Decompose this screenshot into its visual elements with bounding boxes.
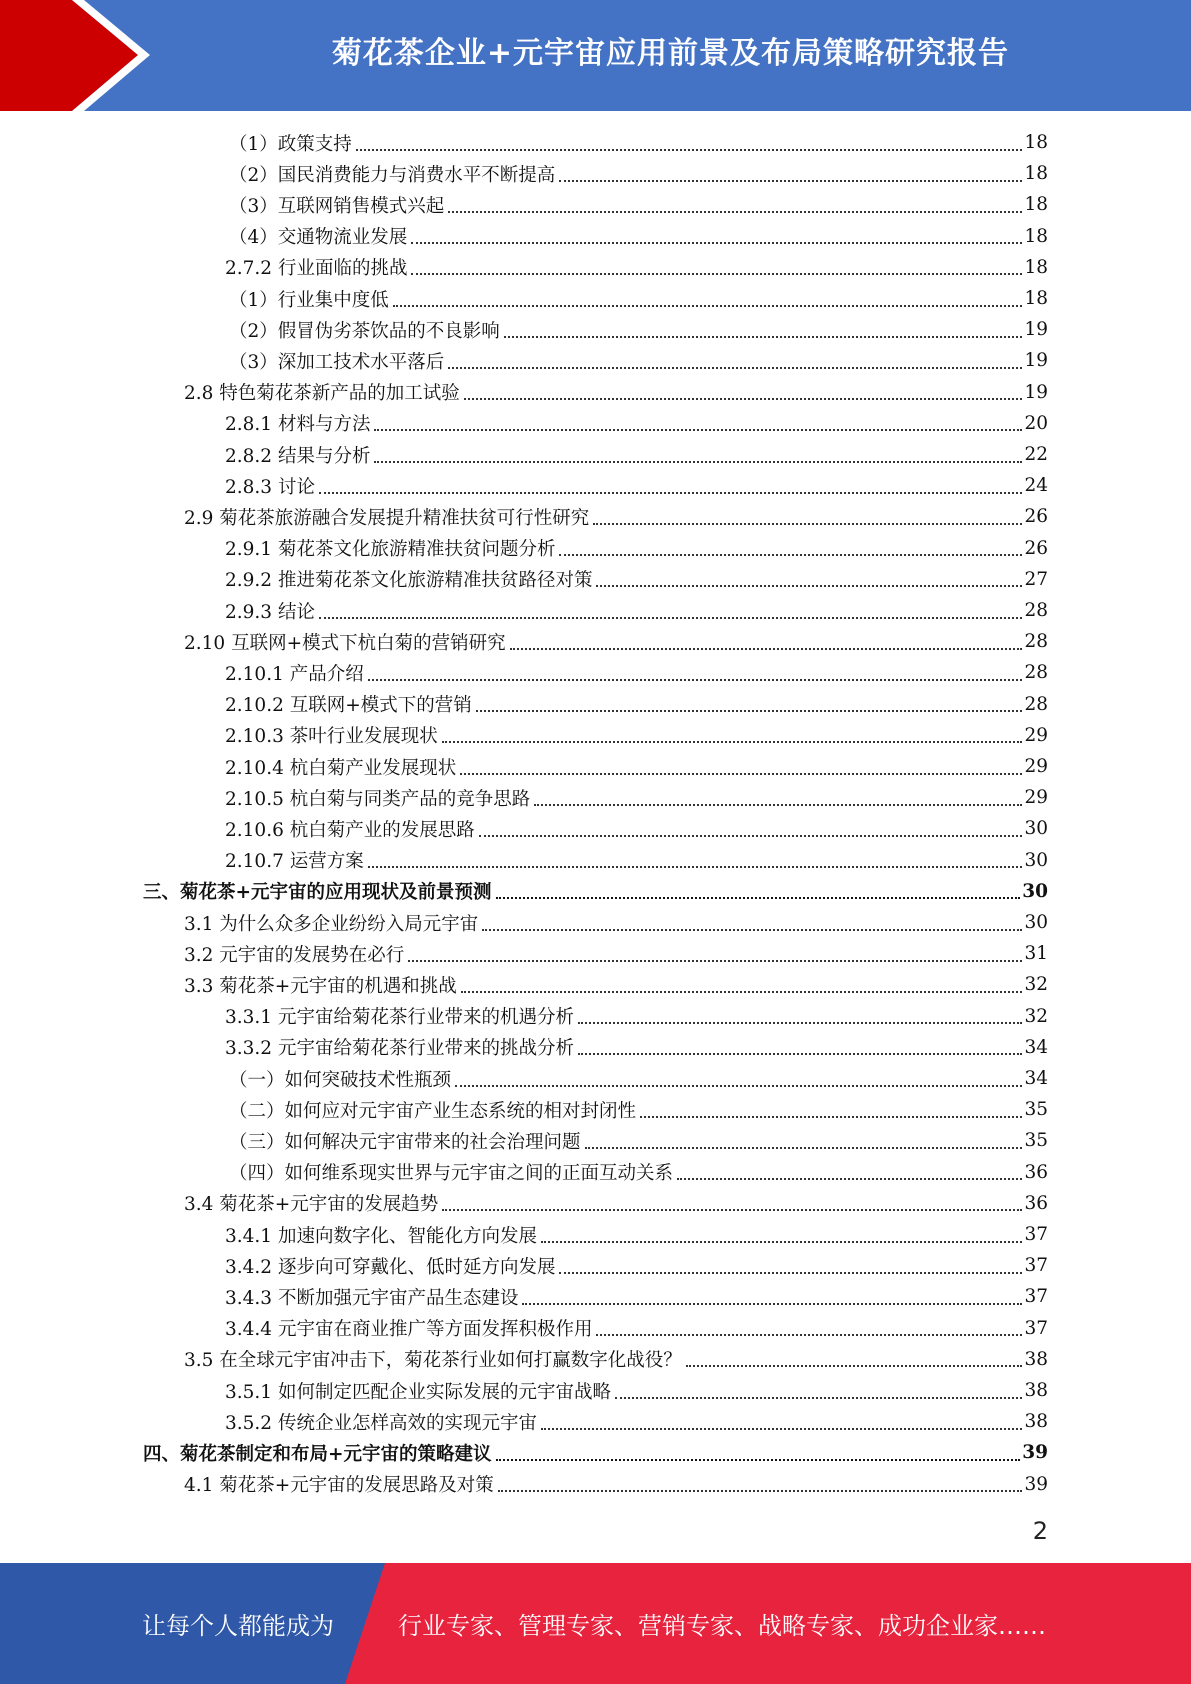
toc-entry-page: 19 xyxy=(1024,381,1048,403)
toc-dot-leader xyxy=(442,721,1023,743)
toc-dot-leader xyxy=(585,1127,1023,1149)
toc-entry-page: 19 xyxy=(1024,350,1048,372)
toc-entry-page: 32 xyxy=(1024,1005,1048,1027)
toc-dot-leader xyxy=(448,347,1022,369)
footer-bar xyxy=(0,1563,1191,1684)
toc-entry-label: 3.3.2 元宇宙给菊花茶行业带来的挑战分析 xyxy=(225,1038,574,1060)
toc-dot-leader xyxy=(411,222,1022,244)
toc-entry[interactable] xyxy=(229,221,1048,252)
toc-dot-leader xyxy=(498,1470,1023,1492)
toc-entry-label: （1）政策支持 xyxy=(229,133,352,155)
toc-entry-label: 三、菊花茶+元宇宙的应用现状及前景预测 xyxy=(143,882,492,904)
toc-dot-leader xyxy=(559,534,1022,556)
toc-dot-leader xyxy=(559,160,1022,182)
toc-entry-label: 3.5.1 如何制定匹配企业实际发展的元宇宙战略 xyxy=(225,1381,611,1403)
document-title: 菊花茶企业+元宇宙应用前景及布局策略研究报告 xyxy=(331,36,1010,71)
toc-entry[interactable] xyxy=(184,907,1048,938)
toc-entry-page: 28 xyxy=(1024,693,1048,715)
toc-dot-leader xyxy=(461,971,1023,993)
toc-entry-label: （四）如何维系现实世界与元宇宙之间的正面互动关系 xyxy=(229,1163,674,1185)
toc-entry[interactable] xyxy=(229,1157,1048,1188)
toc-entry[interactable] xyxy=(225,439,1048,470)
toc-entry-page: 18 xyxy=(1024,132,1048,153)
toc-entry[interactable] xyxy=(184,938,1048,969)
toc-entry-page: 18 xyxy=(1024,256,1048,278)
toc-entry-label: 2.10.7 运营方案 xyxy=(225,851,364,873)
toc-entry-page: 18 xyxy=(1024,163,1048,185)
toc-dot-leader xyxy=(534,784,1022,806)
toc-entry-page: 22 xyxy=(1024,444,1048,465)
toc-entry-page: 37 xyxy=(1024,1224,1048,1245)
toc-entry-page: 26 xyxy=(1024,537,1048,559)
toc-entry[interactable] xyxy=(143,876,1048,907)
toc-entry-label: （2）假冒伪劣茶饮品的不良影响 xyxy=(229,320,500,342)
toc-dot-leader xyxy=(368,846,1023,868)
toc-entry-label: （1）行业集中度低 xyxy=(229,289,389,311)
toc-dot-leader xyxy=(615,1377,1022,1399)
toc-dot-leader xyxy=(368,659,1023,681)
toc-entry[interactable] xyxy=(225,782,1048,813)
toc-entry[interactable] xyxy=(184,501,1048,532)
toc-entry-page: 34 xyxy=(1024,1036,1048,1058)
toc-entry-page: 28 xyxy=(1024,600,1048,621)
toc-entry-page: 36 xyxy=(1024,1192,1048,1214)
toc-entry-label: 2.7.2 行业面临的挑战 xyxy=(225,258,408,280)
footer-slogan-right: 行业专家、管理专家、营销专家、战略专家、成功企业家…… xyxy=(398,1612,1046,1640)
toc-dot-leader xyxy=(510,628,1023,650)
toc-entry-label: 2.10.1 产品介绍 xyxy=(225,663,364,685)
toc-entry-label: 3.4 菊花茶+元宇宙的发展趋势 xyxy=(184,1194,439,1216)
toc-entry[interactable] xyxy=(225,657,1048,688)
toc-entry-page: 27 xyxy=(1024,568,1048,590)
toc-entry[interactable] xyxy=(225,595,1048,626)
toc-entry-page: 18 xyxy=(1024,194,1048,216)
toc-entry-label: 2.8 特色菊花茶新产品的加工试验 xyxy=(184,383,460,405)
toc-entry[interactable] xyxy=(225,1375,1048,1406)
toc-entry[interactable] xyxy=(225,1032,1048,1063)
toc-dot-leader xyxy=(496,1439,1021,1461)
toc-dot-leader xyxy=(356,129,1023,151)
toc-entry-label: 3.5.2 传统企业怎样高效的实现元宇宙 xyxy=(225,1412,537,1434)
toc-entry-page: 37 xyxy=(1024,1286,1048,1308)
toc-entry[interactable] xyxy=(184,969,1048,1000)
toc-entry[interactable] xyxy=(184,626,1048,657)
toc-entry[interactable] xyxy=(229,158,1048,189)
toc-entry-page: 28 xyxy=(1024,631,1048,653)
toc-dot-leader xyxy=(448,191,1022,213)
toc-entry-page: 18 xyxy=(1024,225,1048,247)
toc-dot-leader xyxy=(578,1002,1022,1024)
toc-entry-page: 29 xyxy=(1024,787,1048,809)
toc-dot-leader xyxy=(504,316,1023,338)
toc-entry[interactable] xyxy=(225,1313,1048,1344)
toc-entry-label: 3.4.3 不断加强元宇宙产品生态建设 xyxy=(225,1287,519,1309)
toc-entry[interactable] xyxy=(229,1063,1048,1094)
footer-slogan-left: 让每个人都能成为 xyxy=(142,1612,334,1640)
toc-entry[interactable] xyxy=(229,189,1048,220)
toc-dot-leader xyxy=(408,940,1022,962)
toc-entry-label: （二）如何应对元宇宙产业生态系统的相对封闭性 xyxy=(229,1100,637,1122)
toc-entry-page: 39 xyxy=(1022,1442,1048,1464)
toc-dot-leader xyxy=(374,409,1022,431)
toc-entry-label: （3）互联网销售模式兴起 xyxy=(229,195,445,217)
toc-entry[interactable] xyxy=(184,377,1048,408)
toc-entry-page: 30 xyxy=(1022,880,1048,902)
toc-entry-label: 2.10.5 杭白菊与同类产品的竞争思路 xyxy=(225,788,531,810)
toc-entry[interactable] xyxy=(225,1406,1048,1437)
toc-entry[interactable] xyxy=(229,1094,1048,1125)
toc-dot-leader xyxy=(578,1033,1022,1055)
toc-dot-leader xyxy=(319,472,1023,494)
toc-entry[interactable] xyxy=(225,720,1048,751)
toc-entry[interactable] xyxy=(229,127,1048,158)
toc-entry-page: 38 xyxy=(1024,1380,1048,1401)
toc-entry-label: 3.3 菊花茶+元宇宙的机遇和挑战 xyxy=(184,975,457,997)
toc-entry-page: 20 xyxy=(1024,412,1048,434)
toc-dot-leader xyxy=(640,1096,1022,1118)
toc-entry-page: 26 xyxy=(1024,506,1048,528)
toc-entry-page: 28 xyxy=(1024,662,1048,684)
toc-entry-label: 2.10.2 互联网+模式下的营销 xyxy=(225,695,472,717)
toc-entry-page: 34 xyxy=(1024,1068,1048,1089)
toc-entry[interactable] xyxy=(225,751,1048,782)
toc-entry-page: 30 xyxy=(1024,818,1048,840)
toc-entry[interactable] xyxy=(184,1344,1048,1375)
toc-entry-label: 3.4.4 元宇宙在商业推广等方面发挥积极作用 xyxy=(225,1319,593,1341)
toc-entry[interactable] xyxy=(184,1188,1048,1219)
toc-entry[interactable] xyxy=(184,1469,1048,1500)
toc-entry-page: 30 xyxy=(1024,849,1048,871)
toc-entry-page: 30 xyxy=(1024,912,1048,933)
toc-dot-leader xyxy=(460,753,1022,775)
toc-dot-leader xyxy=(411,253,1022,275)
toc-dot-leader xyxy=(374,441,1022,463)
toc-entry-page: 35 xyxy=(1024,1130,1048,1152)
toc-entry-label: 四、菊花茶制定和布局+元宇宙的策略建议 xyxy=(143,1443,492,1465)
toc-entry[interactable] xyxy=(225,1250,1048,1281)
toc-dot-leader xyxy=(482,909,1022,931)
toc-dot-leader xyxy=(393,285,1023,307)
toc-entry-page: 37 xyxy=(1024,1317,1048,1339)
toc-dot-leader xyxy=(686,1345,1023,1367)
toc-dot-leader xyxy=(479,815,1023,837)
toc-entry-page: 35 xyxy=(1024,1099,1048,1121)
toc-entry-label: （一）如何突破技术性瓶颈 xyxy=(229,1069,452,1091)
toc-entry[interactable] xyxy=(229,345,1048,376)
toc-dot-leader xyxy=(464,378,1023,400)
toc-dot-leader xyxy=(522,1283,1022,1305)
toc-entry-label: 2.9.3 结论 xyxy=(225,601,315,623)
toc-dot-leader xyxy=(319,597,1023,619)
toc-entry-page: 29 xyxy=(1024,724,1048,746)
toc-entry[interactable] xyxy=(225,252,1048,283)
toc-entry-page: 38 xyxy=(1024,1348,1048,1370)
toc-entry-label: 3.4.2 逐步向可穿戴化、低时延方向发展 xyxy=(225,1256,556,1278)
toc-entry[interactable] xyxy=(229,283,1048,314)
toc-dot-leader xyxy=(596,565,1022,587)
toc-entry-page: 38 xyxy=(1024,1411,1048,1433)
toc-entry[interactable] xyxy=(225,845,1048,876)
toc-entry-page: 32 xyxy=(1024,974,1048,996)
toc-entry[interactable] xyxy=(225,533,1048,564)
toc-entry-label: 2.8.2 结果与分析 xyxy=(225,445,371,467)
toc-entry-label: （2）国民消费能力与消费水平不断提高 xyxy=(229,164,556,186)
toc-entry[interactable] xyxy=(225,470,1048,501)
toc-dot-leader xyxy=(559,1252,1022,1274)
toc-entry-page: 39 xyxy=(1024,1473,1048,1495)
toc-entry-page: 29 xyxy=(1024,756,1048,777)
toc-entry-label: 3.1 为什么众多企业纷纷入局元宇宙 xyxy=(184,913,479,935)
toc-entry[interactable] xyxy=(225,1281,1048,1312)
toc-entry-label: 2.9.2 推进菊花茶文化旅游精准扶贫路径对策 xyxy=(225,570,593,592)
toc-entry-page: 24 xyxy=(1024,475,1048,497)
toc-entry-label: 3.3.1 元宇宙给菊花茶行业带来的机遇分析 xyxy=(225,1007,574,1029)
toc-entry[interactable] xyxy=(225,1219,1048,1250)
toc-entry[interactable] xyxy=(229,314,1048,345)
toc-entry-label: （3）深加工技术水平落后 xyxy=(229,351,445,373)
toc-entry-label: 2.10.3 茶叶行业发展现状 xyxy=(225,726,438,748)
toc-entry-page: 36 xyxy=(1024,1161,1048,1183)
toc-dot-leader xyxy=(455,1065,1022,1087)
toc-entry-label: 3.5 在全球元宇宙冲击下，菊花茶行业如何打赢数字化战役？ xyxy=(184,1350,682,1372)
toc-entry-label: 3.2 元宇宙的发展势在必行 xyxy=(184,944,405,966)
toc-entry[interactable] xyxy=(225,1001,1048,1032)
toc-dot-leader xyxy=(593,503,1022,525)
toc-entry-page: 31 xyxy=(1024,943,1048,965)
page-number: 2 xyxy=(1032,1517,1048,1545)
header-bar xyxy=(0,0,1191,111)
header-arrow-decoration xyxy=(0,0,160,111)
toc-entry[interactable] xyxy=(225,564,1048,595)
toc-entry-label: 2.10.4 杭白菊产业发展现状 xyxy=(225,757,457,779)
toc-entry-label: 2.9 菊花茶旅游融合发展提升精准扶贫可行性研究 xyxy=(184,507,590,529)
toc-entry-label: 2.9.1 菊花茶文化旅游精准扶贫问题分析 xyxy=(225,539,556,561)
toc-dot-leader xyxy=(541,1221,1022,1243)
toc-entry[interactable] xyxy=(225,408,1048,439)
toc-entry[interactable] xyxy=(225,689,1048,720)
toc-dot-leader xyxy=(442,1189,1022,1211)
toc-dot-leader xyxy=(596,1314,1022,1336)
toc-dot-leader xyxy=(476,690,1023,712)
toc-entry[interactable] xyxy=(143,1437,1048,1468)
toc-entry-label: （4）交通物流业发展 xyxy=(229,227,408,249)
toc-entry-page: 37 xyxy=(1024,1255,1048,1277)
toc-entry-label: 2.10.6 杭白菊产业的发展思路 xyxy=(225,819,475,841)
toc-dot-leader xyxy=(541,1408,1022,1430)
toc-entry[interactable] xyxy=(229,1125,1048,1156)
toc-entry-page: 18 xyxy=(1024,288,1048,309)
toc-entry-label: 2.8.3 讨论 xyxy=(225,476,315,498)
toc-entry-label: 3.4.1 加速向数字化、智能化方向发展 xyxy=(225,1225,537,1247)
toc-entry-label: （三）如何解决元宇宙带来的社会治理问题 xyxy=(229,1131,581,1153)
toc-entry-label: 4.1 菊花茶+元宇宙的发展思路及对策 xyxy=(184,1475,494,1497)
toc-entry-page: 19 xyxy=(1024,319,1048,341)
toc-dot-leader xyxy=(677,1158,1022,1180)
toc-entry-label: 2.10 互联网+模式下杭白菊的营销研究 xyxy=(184,632,506,654)
toc-entry-label: 2.8.1 材料与方法 xyxy=(225,414,371,436)
toc-entry[interactable] xyxy=(225,813,1048,844)
toc-dot-leader xyxy=(496,877,1021,899)
